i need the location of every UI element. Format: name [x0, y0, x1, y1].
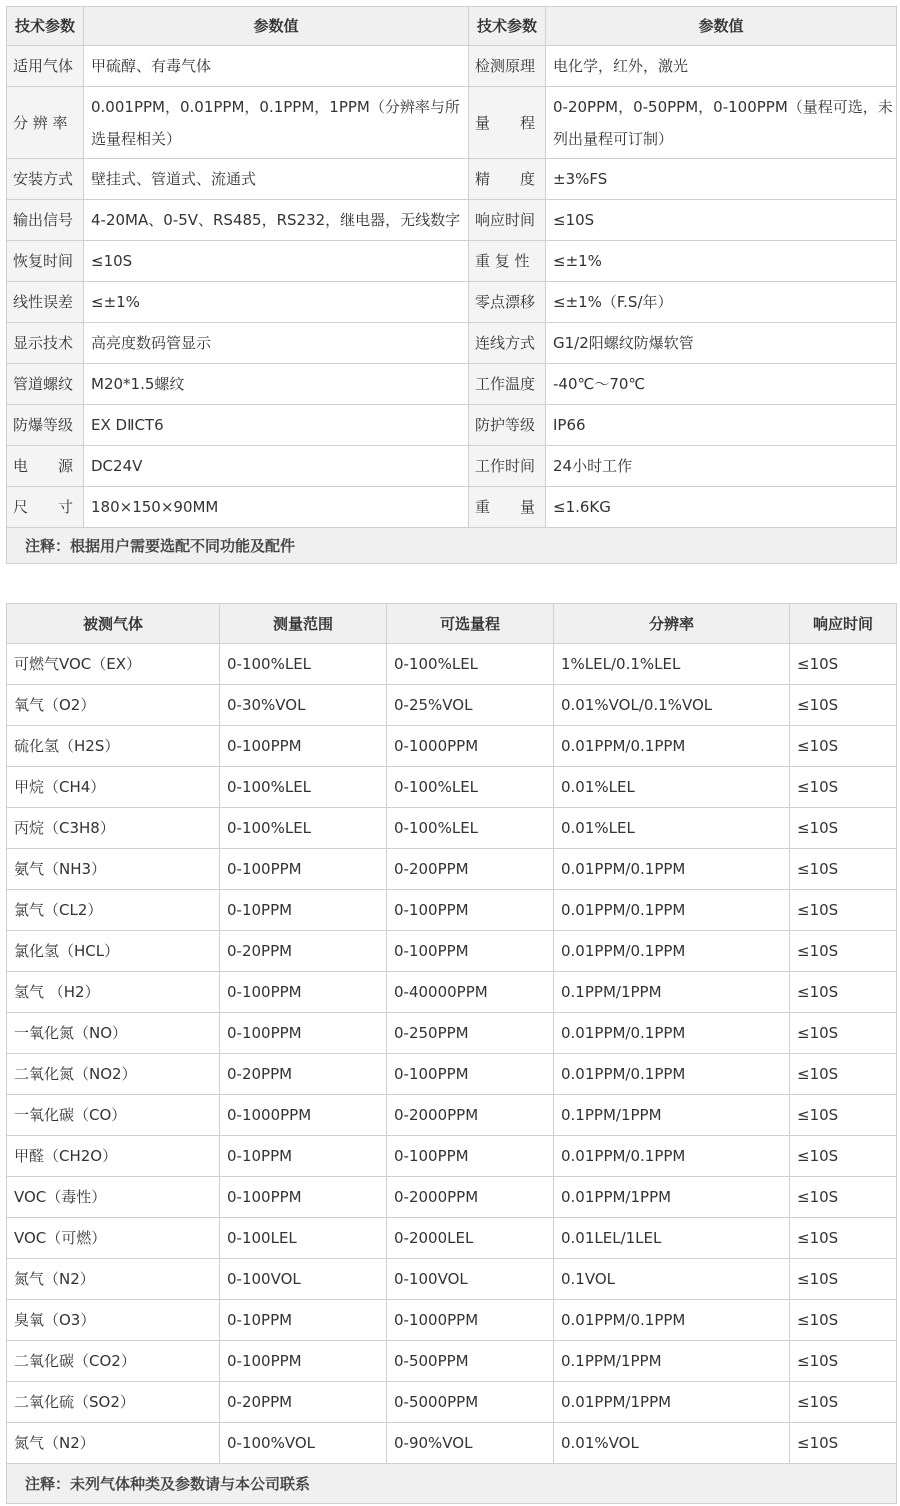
spec-value: IP66	[546, 405, 897, 446]
gas-cell: ≤10S	[790, 849, 897, 890]
gas-cell: 0-100%LEL	[387, 808, 554, 849]
spec-value: EX DⅡCT6	[84, 405, 469, 446]
gas-cell: VOC（可燃）	[7, 1218, 220, 1259]
spec-label: 电 源	[7, 446, 84, 487]
gas-cell: ≤10S	[790, 1136, 897, 1177]
gas-cell: 0-1000PPM	[387, 726, 554, 767]
gas-header-cell: 被测气体	[7, 604, 220, 644]
gas-cell: 0-2000LEL	[387, 1218, 554, 1259]
gas-cell: 0-40000PPM	[387, 972, 554, 1013]
spec-label: 量 程	[469, 87, 546, 159]
gas-row	[7, 1382, 897, 1423]
gas-row	[7, 1054, 897, 1095]
gas-cell: 0.01%LEL	[554, 767, 790, 808]
spec-note-row	[7, 528, 897, 564]
spec-label: 工作温度	[469, 364, 546, 405]
spec-label: 防护等级	[469, 405, 546, 446]
spec-table	[6, 6, 897, 564]
gas-cell: 0-100PPM	[387, 1136, 554, 1177]
spec-label: 响应时间	[469, 200, 546, 241]
gas-cell: 0.1VOL	[554, 1259, 790, 1300]
gas-cell: 氯化氢（HCL）	[7, 931, 220, 972]
spec-row	[7, 241, 897, 282]
gas-row	[7, 767, 897, 808]
spec-label: 适用气体	[7, 46, 84, 87]
gas-cell: ≤10S	[790, 808, 897, 849]
gas-cell: 0-100PPM	[220, 849, 387, 890]
gas-row	[7, 808, 897, 849]
gas-cell: 0.01%VOL	[554, 1423, 790, 1464]
spec-label: 安装方式	[7, 159, 84, 200]
gas-cell: ≤10S	[790, 767, 897, 808]
spec-value: 180×150×90MM	[84, 487, 469, 528]
gas-note-row	[7, 1464, 897, 1504]
gas-cell: 0.01PPM/0.1PPM	[554, 1054, 790, 1095]
gas-cell: 0.01%VOL/0.1%VOL	[554, 685, 790, 726]
spec-value: 24小时工作	[546, 446, 897, 487]
gas-cell: 0-200PPM	[387, 849, 554, 890]
spec-header-cell: 技术参数	[469, 7, 546, 46]
gas-cell: 1%LEL/0.1%LEL	[554, 644, 790, 685]
spec-value: 甲硫醇、有毒气体	[84, 46, 469, 87]
gas-cell: 0-100%VOL	[220, 1423, 387, 1464]
gas-row	[7, 1341, 897, 1382]
gas-cell: 二氧化氮（NO2）	[7, 1054, 220, 1095]
gas-row	[7, 644, 897, 685]
gas-cell: 0-100PPM	[387, 890, 554, 931]
spec-value: G1/2阳螺纹防爆软管	[546, 323, 897, 364]
gas-cell: 0-20PPM	[220, 931, 387, 972]
gas-cell: 0.01PPM/0.1PPM	[554, 1013, 790, 1054]
gas-cell: 0-100%LEL	[220, 767, 387, 808]
spec-value: -40℃～70℃	[546, 364, 897, 405]
gas-cell: 丙烷（C3H8）	[7, 808, 220, 849]
gas-cell: 0-100%LEL	[387, 767, 554, 808]
spec-value: ≤10S	[546, 200, 897, 241]
gas-note: 注释：未列气体种类及参数请与本公司联系	[7, 1464, 897, 1504]
gas-cell: 硫化氢（H2S）	[7, 726, 220, 767]
gas-table	[6, 603, 897, 1504]
gas-cell: 0-100PPM	[387, 1054, 554, 1095]
spec-value: 壁挂式、管道式、流通式	[84, 159, 469, 200]
gas-cell: 0-20PPM	[220, 1382, 387, 1423]
gas-cell: ≤10S	[790, 931, 897, 972]
gas-cell: 氢气 （H2）	[7, 972, 220, 1013]
gas-cell: 甲烷（CH4）	[7, 767, 220, 808]
spec-label: 工作时间	[469, 446, 546, 487]
spec-value: M20*1.5螺纹	[84, 364, 469, 405]
gas-row	[7, 1300, 897, 1341]
gas-cell: ≤10S	[790, 1177, 897, 1218]
spec-row	[7, 364, 897, 405]
spec-label: 尺 寸	[7, 487, 84, 528]
gas-cell: 0.01PPM/0.1PPM	[554, 890, 790, 931]
gas-cell: 氮气（N2）	[7, 1259, 220, 1300]
spec-label: 零点漂移	[469, 282, 546, 323]
spec-value: ≤±1%	[546, 241, 897, 282]
gas-cell: 氮气（N2）	[7, 1423, 220, 1464]
gas-row	[7, 931, 897, 972]
gas-cell: ≤10S	[790, 726, 897, 767]
spec-value: ≤±1%（F.S/年）	[546, 282, 897, 323]
spec-row	[7, 200, 897, 241]
gas-cell: 0-1000PPM	[387, 1300, 554, 1341]
gas-cell: ≤10S	[790, 1259, 897, 1300]
spec-value: 电化学，红外，激光	[546, 46, 897, 87]
gas-cell: 0-25%VOL	[387, 685, 554, 726]
gas-cell: 0.01LEL/1LEL	[554, 1218, 790, 1259]
gas-cell: 0-100LEL	[220, 1218, 387, 1259]
gas-cell: 可燃气VOC（EX）	[7, 644, 220, 685]
gas-row	[7, 1177, 897, 1218]
spec-label: 防爆等级	[7, 405, 84, 446]
gas-cell: 0-250PPM	[387, 1013, 554, 1054]
spec-value: ≤10S	[84, 241, 469, 282]
gas-row	[7, 1259, 897, 1300]
gas-cell: ≤10S	[790, 972, 897, 1013]
gas-cell: 0.01PPM/1PPM	[554, 1382, 790, 1423]
gas-row	[7, 1423, 897, 1464]
spec-value: ±3%FS	[546, 159, 897, 200]
gas-cell: 0-100PPM	[220, 972, 387, 1013]
gas-cell: 0-20PPM	[220, 1054, 387, 1095]
gas-cell: ≤10S	[790, 1054, 897, 1095]
gas-cell: 二氧化碳（CO2）	[7, 1341, 220, 1382]
spec-row	[7, 87, 897, 159]
gas-header-cell: 可选量程	[387, 604, 554, 644]
spec-label: 线性误差	[7, 282, 84, 323]
spec-row	[7, 487, 897, 528]
spec-value: 0.001PPM，0.01PPM，0.1PPM，1PPM（分辨率与所选量程相关）	[84, 87, 469, 159]
gas-cell: 0-100PPM	[387, 931, 554, 972]
spec-label: 重 量	[469, 487, 546, 528]
spec-row	[7, 159, 897, 200]
gas-cell: 0-2000PPM	[387, 1095, 554, 1136]
spec-label: 检测原理	[469, 46, 546, 87]
gas-cell: 0.1PPM/1PPM	[554, 1341, 790, 1382]
gas-cell: 0.01PPM/1PPM	[554, 1177, 790, 1218]
gas-cell: ≤10S	[790, 1341, 897, 1382]
spec-label: 显示技术	[7, 323, 84, 364]
gas-header-cell: 测量范围	[220, 604, 387, 644]
gas-cell: 0.01PPM/0.1PPM	[554, 849, 790, 890]
gas-header-cell: 响应时间	[790, 604, 897, 644]
gas-cell: 氯气（CL2）	[7, 890, 220, 931]
gas-row	[7, 849, 897, 890]
spec-value: 0-20PPM，0-50PPM，0-100PPM（量程可选，未列出量程可订制）	[546, 87, 897, 159]
spec-row	[7, 405, 897, 446]
spec-header-cell: 技术参数	[7, 7, 84, 46]
gas-cell: 0-2000PPM	[387, 1177, 554, 1218]
gas-cell: 0-10PPM	[220, 890, 387, 931]
gas-cell: 0-30%VOL	[220, 685, 387, 726]
spec-header-row	[7, 7, 897, 46]
gas-cell: 0-100PPM	[220, 1177, 387, 1218]
gas-cell: 0-100%LEL	[387, 644, 554, 685]
gas-cell: 0-100PPM	[220, 726, 387, 767]
gas-row	[7, 1013, 897, 1054]
spec-label: 输出信号	[7, 200, 84, 241]
gas-cell: ≤10S	[790, 1423, 897, 1464]
spec-note: 注释：根据用户需要选配不同功能及配件	[7, 528, 897, 564]
gas-cell: 0.1PPM/1PPM	[554, 972, 790, 1013]
gas-cell: 0.01PPM/0.1PPM	[554, 1300, 790, 1341]
gas-cell: ≤10S	[790, 644, 897, 685]
spec-value: DC24V	[84, 446, 469, 487]
gas-cell: 0.01PPM/0.1PPM	[554, 931, 790, 972]
gas-row	[7, 890, 897, 931]
gas-cell: 0.01%LEL	[554, 808, 790, 849]
gas-cell: 臭氧（O3）	[7, 1300, 220, 1341]
spec-row	[7, 323, 897, 364]
spec-row	[7, 46, 897, 87]
gas-row	[7, 685, 897, 726]
gas-cell: 0.01PPM/0.1PPM	[554, 726, 790, 767]
gas-cell: 0-100PPM	[220, 1341, 387, 1382]
spec-value: 4-20MA、0-5V、RS485，RS232，继电器，无线数字	[84, 200, 469, 241]
gas-table-body	[7, 604, 897, 1504]
gas-cell: ≤10S	[790, 1013, 897, 1054]
gas-header-cell: 分辨率	[554, 604, 790, 644]
gas-row	[7, 972, 897, 1013]
gas-cell: ≤10S	[790, 1218, 897, 1259]
spec-label: 管道螺纹	[7, 364, 84, 405]
gas-cell: VOC（毒性）	[7, 1177, 220, 1218]
spec-value: ≤±1%	[84, 282, 469, 323]
gas-cell: ≤10S	[790, 1095, 897, 1136]
gas-cell: 一氧化氮（NO）	[7, 1013, 220, 1054]
gas-cell: 0-100%LEL	[220, 808, 387, 849]
spec-value: 高亮度数码管显示	[84, 323, 469, 364]
gas-cell: ≤10S	[790, 685, 897, 726]
gas-cell: ≤10S	[790, 890, 897, 931]
spec-row	[7, 446, 897, 487]
gas-cell: 0-10PPM	[220, 1136, 387, 1177]
gas-row	[7, 726, 897, 767]
gas-row	[7, 1136, 897, 1177]
gas-cell: 0-100VOL	[387, 1259, 554, 1300]
gas-cell: ≤10S	[790, 1382, 897, 1423]
spec-label: 精 度	[469, 159, 546, 200]
gas-cell: 0-1000PPM	[220, 1095, 387, 1136]
gas-cell: 0-500PPM	[387, 1341, 554, 1382]
gas-cell: 0-100%LEL	[220, 644, 387, 685]
gas-cell: 0-10PPM	[220, 1300, 387, 1341]
spec-label: 连线方式	[469, 323, 546, 364]
gas-cell: 0-100VOL	[220, 1259, 387, 1300]
gas-cell: 0.01PPM/0.1PPM	[554, 1136, 790, 1177]
spec-value: ≤1.6KG	[546, 487, 897, 528]
spec-row	[7, 282, 897, 323]
gas-cell: 0-100PPM	[220, 1013, 387, 1054]
spec-table-body	[7, 7, 897, 564]
gas-cell: 0-90%VOL	[387, 1423, 554, 1464]
gas-row	[7, 1218, 897, 1259]
gas-cell: 0.1PPM/1PPM	[554, 1095, 790, 1136]
gas-cell: 一氧化碳（CO）	[7, 1095, 220, 1136]
gas-header-row	[7, 604, 897, 644]
gas-cell: 0-5000PPM	[387, 1382, 554, 1423]
gas-row	[7, 1095, 897, 1136]
spec-label: 恢复时间	[7, 241, 84, 282]
gas-cell: 氧气（O2）	[7, 685, 220, 726]
gas-cell: 二氧化硫（SO2）	[7, 1382, 220, 1423]
spec-label: 分 辨 率	[7, 87, 84, 159]
gas-cell: ≤10S	[790, 1300, 897, 1341]
spec-header-cell: 参数值	[84, 7, 469, 46]
gas-cell: 氨气（NH3）	[7, 849, 220, 890]
gas-cell: 甲醛（CH2O）	[7, 1136, 220, 1177]
spec-header-cell: 参数值	[546, 7, 897, 46]
spec-label: 重 复 性	[469, 241, 546, 282]
